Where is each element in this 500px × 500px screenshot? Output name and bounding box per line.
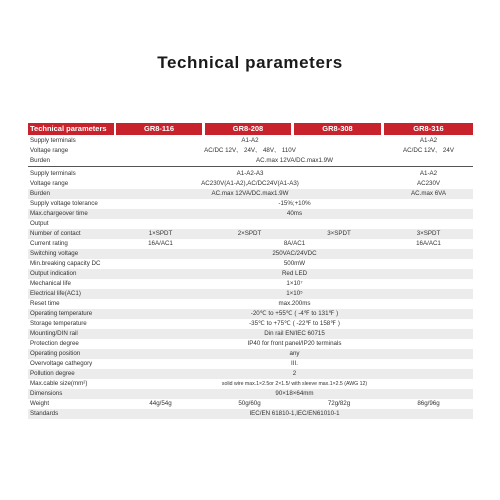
- row-label: Supply terminals: [30, 137, 76, 144]
- row-label: Max.cable size(mm²): [30, 380, 88, 387]
- row-label: Number of contact: [30, 230, 81, 237]
- row-value: any: [289, 350, 300, 357]
- row-label: Mounting/DIN rail: [30, 330, 78, 337]
- row-label: Burden: [30, 157, 50, 164]
- row-value: 40ms: [286, 210, 303, 217]
- row-value: Din rail EN/IEC 60715: [264, 330, 325, 337]
- table-row: [28, 279, 473, 289]
- row-label: Current rating: [30, 240, 68, 247]
- row-label: Protection degree: [30, 340, 79, 347]
- table-row: [28, 169, 473, 179]
- table-row: [28, 189, 473, 199]
- table-row: [28, 389, 473, 399]
- table-row: [28, 156, 473, 167]
- table-header: [28, 123, 473, 135]
- table-row: [28, 349, 473, 359]
- row-value: 1×10⁵: [286, 290, 303, 297]
- row-value: 90×18×64mm: [275, 390, 314, 397]
- header-model-2: GR8-208: [205, 123, 291, 135]
- table-row: [28, 179, 473, 189]
- row-value: 86g/96g: [417, 400, 440, 407]
- row-value: 50g/60g: [238, 400, 261, 407]
- row-label: Mechanical life: [30, 280, 71, 287]
- table-row: [28, 259, 473, 269]
- table-row: [28, 309, 473, 319]
- row-label: Pollution degree: [30, 370, 75, 377]
- row-value: AC.max 12VA/DC.max1.9W: [211, 190, 289, 197]
- technical-parameters-table: [28, 123, 473, 419]
- table-row: [28, 369, 473, 379]
- page-title: Technical parameters: [157, 53, 343, 72]
- table-row: [28, 239, 473, 249]
- row-label: Max.chargeover time: [30, 210, 88, 217]
- row-label: Overvoltage cathegory: [30, 360, 93, 367]
- row-value: A1-A2: [419, 137, 438, 144]
- table-row: [28, 319, 473, 329]
- row-value: 44g/54g: [149, 400, 172, 407]
- table-row: [28, 299, 473, 309]
- row-value: 2: [292, 370, 297, 377]
- row-value: IEC/EN 61810-1,IEC/EN61010-1: [249, 410, 340, 417]
- row-value: -20℃ to +55℃ ( -4℉ to 131℉ ): [250, 310, 339, 317]
- row-value: 3×SPDT: [416, 230, 441, 237]
- row-label: Output indication: [30, 270, 77, 277]
- row-label: Min.breaking capacity DC: [30, 260, 101, 267]
- row-value: AC.max 6VA: [411, 190, 446, 197]
- table-row: [28, 229, 473, 239]
- table-row: [28, 409, 473, 419]
- header-model-1: GR8-116: [116, 123, 202, 135]
- row-value: -35℃ to +75℃ ( -22℉ to 158℉ ): [249, 320, 340, 327]
- table-row: [28, 136, 473, 146]
- row-value: A1-A2: [241, 137, 259, 144]
- row-label: Storage temperature: [30, 320, 87, 327]
- row-value: 2×SPDT: [237, 230, 262, 237]
- row-label: Reset time: [30, 300, 60, 307]
- header-model-4: GR8-316: [384, 123, 473, 135]
- row-value: Red LED: [281, 270, 308, 277]
- row-label: Operating temperature: [30, 310, 93, 317]
- row-value: solid wire max.1×2.5or 2×1.5/ with sleeve max.1×2.5 (AWG 12): [221, 381, 368, 387]
- row-value: 1×SPDT: [148, 230, 173, 237]
- row-value: 3×SPDT: [327, 230, 351, 237]
- table-row: [28, 269, 473, 279]
- row-value: A1-A2: [419, 170, 438, 177]
- row-label: Output: [30, 220, 49, 227]
- row-value: AC/DC 12V、 24V: [403, 147, 454, 154]
- row-label: Operating position: [30, 350, 81, 357]
- row-label: Electrical life(AC1): [30, 290, 81, 297]
- row-value: -15%;+10%: [278, 200, 311, 207]
- row-label: Standards: [30, 410, 59, 417]
- row-value: III.: [291, 360, 298, 367]
- table-row: [28, 199, 473, 209]
- row-value: IP40 for front panel/IP20 terminals: [247, 340, 342, 347]
- row-value: AC/DC 12V、 24V、 48V、 110V: [204, 147, 296, 154]
- row-label: Supply terminals: [30, 170, 76, 177]
- row-label: Weight: [30, 400, 50, 407]
- table-row: [28, 379, 473, 389]
- table-row: [28, 146, 473, 156]
- header-model-3: GR8-308: [294, 123, 381, 135]
- row-label: Switching voltage: [30, 250, 79, 257]
- row-value: 16A/AC1: [148, 240, 173, 247]
- row-label: Burden: [30, 190, 50, 197]
- table-row: [28, 209, 473, 219]
- row-value: AC.max 12VA/DC.max1.9W: [256, 157, 333, 164]
- row-label: Voltage range: [30, 147, 69, 154]
- row-value: max.200ms: [278, 300, 311, 307]
- table-row: [28, 329, 473, 339]
- row-value: AC230V(A1-A2),AC/DC24V(A1-A3): [201, 180, 299, 187]
- row-value: 16A/AC1: [416, 240, 441, 247]
- table-row: [28, 399, 473, 409]
- row-label: Dimensions: [30, 390, 63, 397]
- table-row: [28, 289, 473, 299]
- row-value: 1×10⁷: [286, 280, 303, 287]
- table-row: [28, 249, 473, 259]
- row-value: A1-A2-A3: [236, 170, 264, 177]
- row-value: AC230V: [416, 180, 441, 187]
- table-row: [28, 359, 473, 369]
- table-row: [28, 219, 473, 229]
- row-value: 250VAC/24VDC: [272, 250, 317, 257]
- row-label: Supply voltage tolerance: [30, 200, 98, 207]
- row-value: 8A/AC1: [283, 240, 306, 247]
- table-row: [28, 339, 473, 349]
- row-value: 72g/82g: [327, 400, 351, 407]
- header-label: Technical parameters: [28, 123, 114, 135]
- row-label: Voltage range: [30, 180, 69, 187]
- row-value: 500mW: [283, 260, 306, 267]
